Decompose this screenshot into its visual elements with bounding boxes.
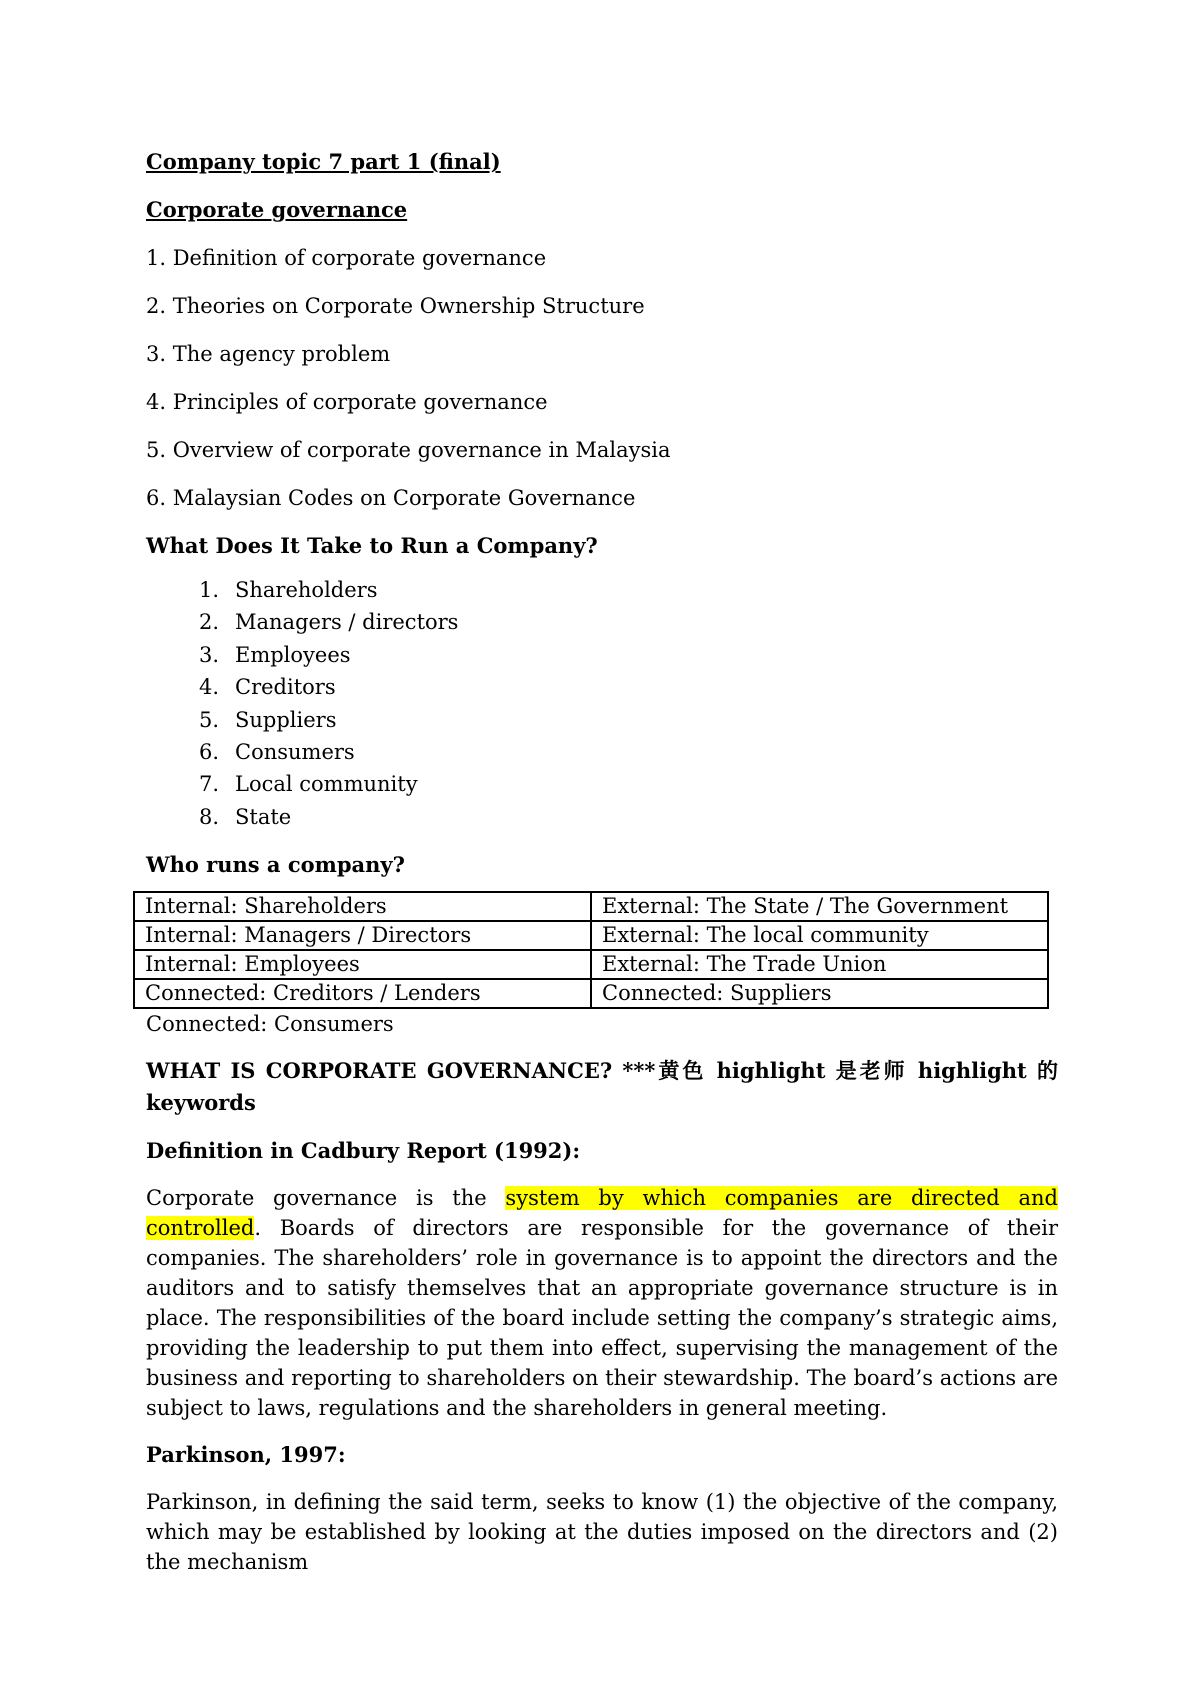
list-text: Local community bbox=[235, 772, 418, 797]
table-cell: Internal: Shareholders bbox=[134, 892, 591, 921]
topic-item: 3. The agency problem bbox=[146, 342, 391, 366]
list-text: Consumers bbox=[235, 740, 355, 765]
table-cell: Connected: Suppliers bbox=[591, 979, 1048, 1008]
list-number: 2. bbox=[198, 610, 219, 635]
list-text: State bbox=[235, 804, 292, 829]
list-text: Employees bbox=[235, 642, 351, 667]
list-text: Shareholders bbox=[235, 578, 378, 602]
what-is-cg-heading bbox=[146, 1055, 1058, 1119]
table-row bbox=[134, 921, 1048, 950]
list-item bbox=[146, 736, 1058, 768]
section-heading-corporate-governance: Corporate governance bbox=[146, 197, 408, 222]
paragraph-text: Corporate governance is the bbox=[146, 1186, 506, 1211]
document-title: Company topic 7 part 1 (final) bbox=[146, 149, 501, 174]
heading-text: highlight bbox=[706, 1058, 836, 1084]
list-item bbox=[146, 606, 1058, 638]
list-item bbox=[146, 639, 1058, 671]
heading-text: highlight bbox=[907, 1058, 1038, 1084]
cadbury-paragraph bbox=[146, 1183, 1058, 1423]
run-company-heading: What Does It Take to Run a Company? bbox=[146, 533, 598, 558]
table-cell: External: The State / The Government bbox=[591, 892, 1048, 921]
highlighted-keyword: system by which companies are directed and controlled bbox=[146, 1186, 1058, 1241]
list-number: 3. bbox=[198, 642, 219, 667]
table-cell: Connected: Creditors / Lenders bbox=[134, 979, 591, 1008]
table-trailing-line: Connected: Consumers bbox=[146, 1012, 394, 1037]
table-cell: External: The Trade Union bbox=[591, 950, 1048, 979]
topic-item: 2. Theories on Corporate Ownership Structure bbox=[146, 294, 645, 318]
list-item bbox=[146, 768, 1058, 800]
list-item bbox=[146, 704, 1058, 736]
table-cell: Internal: Employees bbox=[134, 950, 591, 979]
parkinson-paragraph: Parkinson, in defining the said term, seeks to know (1) the objective of the company, which may be established by looking at the duties imposed on the directors and (2) the mechanism bbox=[146, 1490, 1058, 1575]
parkinson-heading: Parkinson, 1997: bbox=[146, 1442, 346, 1468]
list-number: 4. bbox=[198, 675, 219, 700]
table-cell: Internal: Managers / Directors bbox=[134, 921, 591, 950]
who-runs-heading: Who runs a company? bbox=[146, 852, 405, 878]
list-item bbox=[146, 671, 1058, 703]
table-cell: External: The local community bbox=[591, 921, 1048, 950]
run-company-list bbox=[146, 574, 1058, 833]
who-runs-table bbox=[133, 891, 1049, 1009]
paragraph-text: . Boards of directors are responsible for the governance of their companies. The shareholders’ role in governance is to appoint the directors and the auditors and to satisfy themselves that an appropriate governance structure is in place. The responsibilities of the board include setting the company’s strategic aims, providing the leadership to put them into effect, supervising the management of the business and reporting to shareholders on their stewardship. The board’s actions are subject to laws, regulations and the shareholders in general meeting. bbox=[146, 1216, 1058, 1421]
list-number: 5. bbox=[198, 707, 219, 732]
heading-cjk-text: 的 bbox=[1037, 1059, 1059, 1084]
cadbury-heading: Definition in Cadbury Report (1992): bbox=[146, 1138, 581, 1164]
table-row bbox=[134, 979, 1048, 1008]
topic-item: 6. Malaysian Codes on Corporate Governance bbox=[146, 486, 636, 510]
heading-cjk-text: 黄色 bbox=[655, 1059, 707, 1084]
topic-item: 1. Definition of corporate governance bbox=[146, 246, 547, 270]
list-number: 7. bbox=[198, 772, 219, 797]
list-text: Creditors bbox=[235, 675, 336, 700]
list-text: Suppliers bbox=[235, 707, 337, 732]
heading-text: WHAT IS CORPORATE GOVERNANCE? *** bbox=[146, 1058, 656, 1084]
list-text: Managers / directors bbox=[235, 610, 459, 635]
list-number: 6. bbox=[198, 740, 219, 765]
topic-list bbox=[146, 242, 1058, 514]
table-row bbox=[134, 950, 1048, 979]
list-item bbox=[146, 574, 1058, 606]
topic-item: 5. Overview of corporate governance in Malaysia bbox=[146, 438, 671, 462]
list-number: 1. bbox=[198, 578, 219, 602]
list-item bbox=[146, 801, 1058, 833]
heading-cjk-text: 是老师 bbox=[835, 1059, 908, 1084]
table-row bbox=[134, 892, 1048, 921]
topic-item: 4. Principles of corporate governance bbox=[146, 390, 548, 414]
heading-text: keywords bbox=[146, 1090, 256, 1116]
list-number: 8. bbox=[198, 804, 219, 829]
